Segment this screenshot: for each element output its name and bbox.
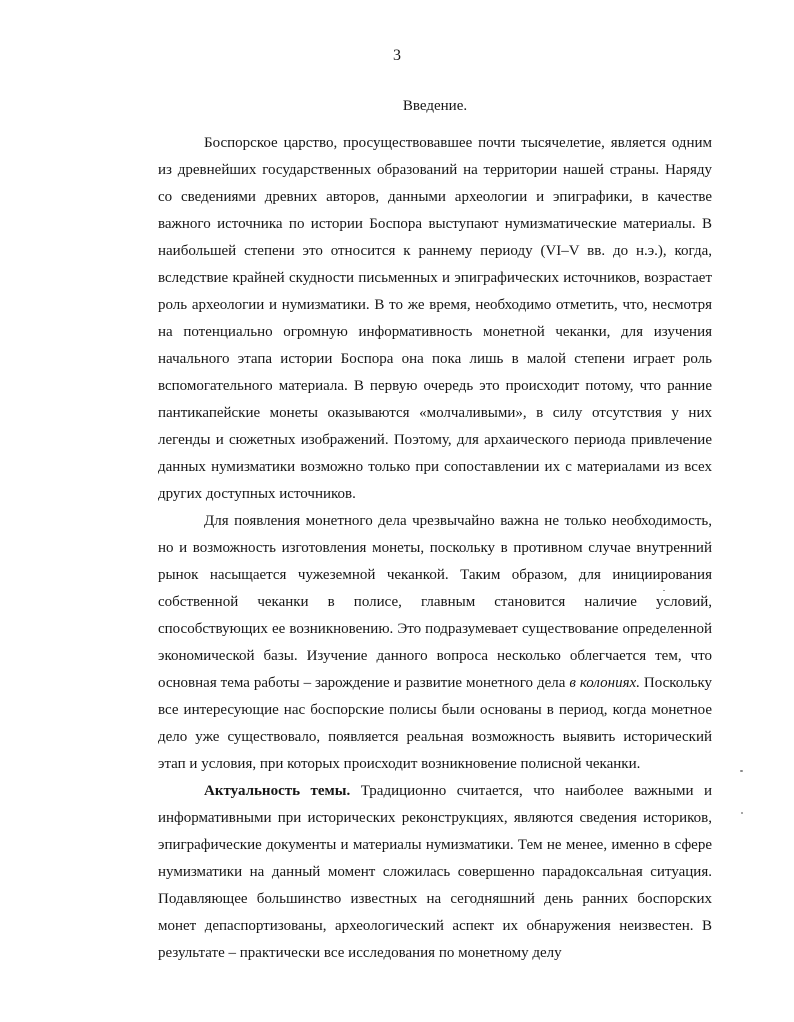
paragraph-3-text: Традиционно считается, что наиболее важными и информативными при исторических реконструкциях, являются сведения историков, эпиграфические документы и материалы нумизматики. Тем не менее, именно в сфере нумизматики на данный момент сложилась совершенно парадоксальная ситуация. Подавляющее большинство известных на сегодняшний день ранних боспорских монет депаспортизованы, археологический аспект их обнаружения неизвестен. В результате – практически все исследования по монетному делу — [158, 783, 713, 961]
paragraph-2 — [158, 508, 712, 778]
page-number: 3 — [393, 47, 401, 64]
paragraph-3 — [158, 778, 712, 967]
paragraph-1 — [158, 130, 712, 508]
section-heading: Введение. — [402, 98, 468, 114]
paragraph-3-term: Актуальность темы. — [204, 783, 351, 799]
paragraph-2-text-before: Для появления монетного дела чрезвычайно важна не только необходимость, но и возможность изготовления монеты, поскольку в противном случае внутренний рынок насыщается чужеземной чеканкой. Таким образом, для инициирования собственной чеканки в полисе, главным становится наличие условий, способствующих ее возникновению. Это подразумевает существование определенной экономической базы. Изучение данного вопроса несколько облегчается тем, что основная тема работы – зарождение и развитие монетного дела — [158, 513, 712, 691]
body-text — [158, 130, 712, 967]
paragraph-2-text-after: Поскольку все интересующие нас боспорские полисы были основаны в период, когда монетное дело уже существовало, появляется реальная возможность выявить исторический этап и условия, при которых происходит возникновение полисной чеканки. — [158, 675, 713, 772]
scan-speck-mark — [741, 812, 743, 814]
paragraph-1-text: Боспорское царство, просуществовавшее почти тысячелетие, является одним из древнейших государственных образований на территории нашей страны. Наряду со сведениями древних авторов, данными археологии и эпиграфики, в качестве важного источника по истории Боспора выступают нумизматические материалы. В наибольшей степени это относится к раннему периоду (VI–V вв. до н.э.), когда, вследствие крайней скудности письменных и эпиграфических источников, возрастает роль археологии и нумизматики. В то же время, необходимо отметить, что, несмотря на потенциально огромную информативность монетной чеканки, для изучения начального этапа истории Боспора она пока лишь в малой степени играет роль вспомогательного материала. В первую очередь это происходит потому, что ранние пантикапейские монеты оказываются «молчаливыми», в силу отсутствия у них легенды и сюжетных изображений. Поэтому, для архаического периода привлечение данных нумизматики возможно только при сопоставлении их с материалами из всех других доступных источников. — [158, 135, 712, 502]
scan-speck-mark — [663, 590, 665, 591]
scan-speck-mark — [740, 770, 743, 772]
paragraph-2-emphasis: в колониях. — [569, 675, 640, 691]
